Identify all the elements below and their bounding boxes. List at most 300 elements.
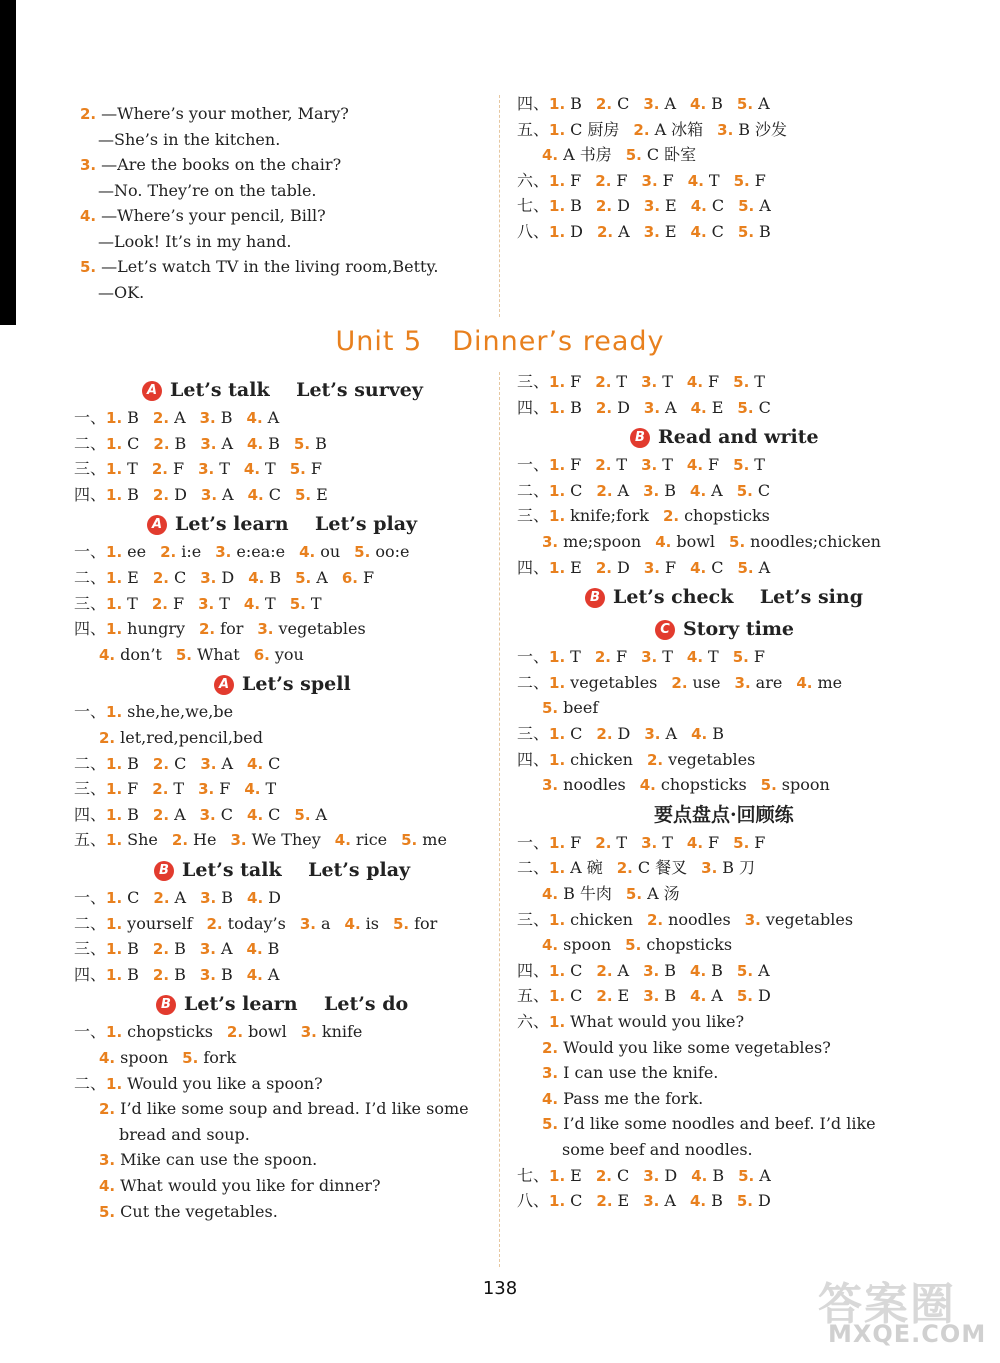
question-number: 2. [596, 481, 613, 500]
answer-text: A [665, 724, 678, 743]
answer-text: I can use the knife. [563, 1063, 719, 1083]
section-heading-text: Story time [683, 618, 795, 641]
answer-text: 三、 [517, 372, 550, 391]
answer-text: Mike can use the spoon. [120, 1150, 318, 1170]
answer-text: T [219, 593, 230, 613]
answer-text: T [265, 459, 276, 479]
question-number: 3. [542, 533, 559, 551]
answer-text: F [615, 647, 628, 667]
answer-text: A [315, 804, 328, 824]
answer-text: T [754, 455, 765, 475]
answer-text: knife [321, 1022, 363, 1042]
question-number: 4. [542, 936, 559, 955]
answer-text: E [664, 221, 677, 241]
answer-text: T [127, 459, 138, 479]
answer-text: 三、 [517, 909, 550, 929]
answer-text: B [570, 196, 582, 215]
answer-line [74, 1074, 323, 1094]
question-number: 1. [549, 171, 566, 190]
answer-text: spoon [563, 935, 612, 955]
question-number: 5. [542, 1115, 559, 1134]
answer-text: C [616, 1165, 630, 1185]
question-number: 2. [594, 648, 611, 667]
question-number: 3. [542, 776, 559, 795]
question-number: 3. [641, 171, 658, 190]
question-number: 3. [230, 831, 247, 850]
answer-text: beef [563, 698, 599, 718]
answer-text: C [617, 94, 630, 113]
question-number: 5. [737, 222, 755, 241]
answer-text: I’d like some soup and bread. I’d like some [120, 1099, 469, 1119]
answer-line [542, 698, 598, 718]
question-number: 3. [701, 859, 718, 878]
answer-text: D [617, 724, 631, 743]
answer-text: B [127, 753, 139, 773]
answer-text: use [692, 672, 721, 692]
answer-text: me;spoon [563, 532, 642, 551]
question-number: 5. [293, 434, 311, 453]
question-number: 1. [106, 460, 123, 479]
question-number: 4. [247, 434, 264, 453]
answer-text: C [127, 888, 140, 907]
answer-line [74, 619, 366, 639]
question-number: 4. [243, 460, 261, 479]
answer-text: C [268, 804, 281, 824]
question-number: 3. [641, 456, 658, 475]
question-number: 5. [736, 481, 753, 500]
question-number: 2. [199, 620, 216, 639]
answer-line [517, 910, 853, 930]
answer-text: T [616, 372, 628, 391]
question-number: 2. [152, 965, 170, 984]
question-number: 2. [151, 460, 168, 479]
answer-text: B [711, 1191, 723, 1211]
question-number: 2. [633, 120, 650, 139]
answer-text: B [563, 884, 575, 903]
answer-text: spoon [781, 775, 830, 795]
answer-text: T [616, 832, 628, 852]
answer-text: A [665, 397, 677, 417]
question-number: 1. [106, 434, 123, 453]
question-number: 2. [595, 1166, 612, 1185]
section-badge-icon: B [154, 861, 174, 881]
answer-text: Pass me the fork. [563, 1088, 704, 1108]
answer-text: What would you like? [570, 1012, 745, 1031]
answer-text: T [754, 372, 765, 391]
answer-line [99, 1176, 381, 1196]
answer-text: F [362, 568, 375, 587]
answer-text: A [221, 433, 234, 453]
answer-text: F [662, 170, 674, 190]
answer-text: C [570, 724, 583, 743]
main-column-divider [499, 372, 500, 1267]
answer-text: C [268, 484, 281, 504]
answer-text: oo:e [375, 542, 410, 562]
question-number: 4. [334, 831, 351, 850]
question-number: 5. [625, 146, 642, 164]
question-number: 1. [549, 507, 566, 526]
answer-text: 二、 [517, 672, 550, 692]
answer-text: I’d like some noodles and beef. I’d like [563, 1114, 876, 1134]
left-edge-bar [0, 0, 16, 325]
answer-text: F [172, 459, 185, 479]
answer-text: F [664, 557, 677, 577]
question-number: 3. [542, 1064, 559, 1083]
answer-text: 冰箱 [671, 119, 704, 139]
answer-text: T [616, 455, 628, 475]
dialogue-line [80, 155, 341, 175]
answer-text: 餐叉 [655, 858, 688, 878]
question-number: 2. [151, 594, 168, 613]
answer-line [517, 171, 766, 191]
answer-text: B [174, 433, 187, 453]
question-number: 5. [294, 485, 312, 504]
question-number: 1. [549, 558, 566, 577]
answer-line [74, 594, 322, 614]
section-heading [156, 992, 408, 1016]
answer-text: E [665, 196, 677, 215]
answer-text: 一、 [74, 702, 107, 722]
question-number: 1. [549, 750, 566, 769]
answer-text: 五、 [74, 830, 107, 850]
question-number: 5. [392, 914, 410, 933]
question-number: 4. [686, 373, 704, 391]
answer-text: 牛肉 [579, 884, 612, 903]
answer-text: E [617, 986, 630, 1006]
answer-text: B [664, 986, 677, 1006]
answer-line [517, 455, 765, 475]
answer-text: D [617, 196, 630, 215]
question-number: 3. [717, 120, 734, 139]
answer-text: Cut the vegetables. [120, 1201, 278, 1221]
answer-text: B [174, 939, 186, 959]
question-number: 2. [152, 409, 170, 427]
answer-text: B [127, 804, 139, 824]
question-number: 4. [689, 1192, 707, 1211]
question-number: 2. [206, 914, 223, 933]
question-number: 3. [641, 648, 658, 667]
answer-text: 沙发 [755, 119, 788, 139]
question-number: 2. [99, 729, 116, 747]
answer-text: We They [251, 830, 321, 850]
answer-line [74, 779, 276, 799]
question-number: 4. [690, 961, 707, 980]
answer-text: noodles;chicken [750, 532, 881, 551]
answer-text: T [662, 372, 673, 391]
answer-text: 三、 [74, 779, 107, 799]
question-number: 2. [152, 940, 170, 959]
answer-text: C [268, 753, 281, 773]
question-number: 5. [760, 776, 777, 795]
answer-line [517, 986, 771, 1006]
answer-text: some beef and noodles. [562, 1140, 753, 1159]
question-number: 3. [641, 373, 658, 391]
answer-text: 四、 [74, 484, 107, 504]
answer-text: A [711, 480, 723, 500]
question-number: 3. [200, 889, 217, 907]
answer-text: C [757, 480, 771, 500]
question-number: 5. [736, 961, 754, 980]
answer-line [517, 196, 771, 216]
answer-text: E [711, 397, 724, 417]
question-number: 3. [215, 543, 232, 562]
question-number: 2. [171, 831, 189, 850]
answer-text: 六、 [517, 170, 550, 190]
question-number: 3. [200, 434, 217, 453]
question-number: 1. [106, 620, 123, 639]
answer-text: F [754, 170, 766, 190]
answer-text: A [664, 94, 677, 113]
answer-text: hungry [127, 619, 185, 639]
answer-text: E [316, 484, 328, 504]
answer-text: F [570, 372, 582, 391]
question-number: 6. [341, 569, 358, 587]
answer-text: 一、 [517, 455, 550, 475]
question-number: 4. [99, 1177, 116, 1195]
question-number: 5. [182, 1049, 199, 1067]
answer-line [74, 914, 437, 934]
answer-text: vegetables [765, 909, 854, 929]
unit-title [0, 326, 1000, 357]
question-number: 4. [246, 409, 263, 427]
watermark-text: 答案圈 [818, 1279, 956, 1330]
question-number: 5. [736, 1192, 753, 1211]
question-number: 3. [198, 460, 215, 479]
section-heading-text: 要点盘点·回顾练 [654, 803, 794, 826]
answer-text: T [662, 647, 673, 667]
answer-text: 四、 [74, 964, 107, 984]
section-badge-icon: A [142, 381, 162, 401]
answer-text: you [274, 644, 304, 664]
section-heading [630, 425, 819, 449]
question-number: 1. [106, 569, 123, 587]
answer-text: chicken [570, 909, 633, 929]
section-badge-icon: A [147, 515, 167, 535]
question-number: 3. [80, 156, 97, 174]
section-heading [655, 617, 794, 641]
answer-text: knife;fork [570, 506, 649, 526]
answer-line [542, 1063, 718, 1083]
answer-text: 二、 [517, 480, 550, 500]
question-number: 5. [733, 171, 750, 190]
question-number: 4. [690, 222, 707, 241]
answer-text: B [712, 1165, 725, 1185]
answer-text: D [570, 221, 583, 241]
question-number: 2. [595, 197, 613, 215]
answer-line [99, 1202, 278, 1222]
question-number: 2. [596, 222, 614, 241]
question-number: 1. [549, 648, 566, 667]
answer-text: B [267, 939, 280, 959]
question-number: 1. [549, 222, 566, 241]
answer-text: noodles [563, 775, 626, 795]
answer-line [74, 830, 447, 850]
question-number: 4. [248, 569, 265, 587]
question-number: 5. [354, 543, 371, 562]
answer-text: B [127, 408, 139, 427]
dialogue-line [98, 232, 292, 252]
section-heading [654, 803, 794, 827]
question-number: 2. [152, 569, 169, 587]
section-badge-icon: C [655, 620, 675, 640]
question-number: 1. [549, 481, 566, 500]
dialogue-line [80, 104, 349, 124]
answer-text: F [570, 455, 582, 475]
answer-text: A [664, 1191, 676, 1211]
question-number: 4. [299, 543, 316, 562]
question-number: 4. [243, 594, 261, 613]
answer-text: B [711, 960, 723, 980]
question-number: 4. [690, 481, 707, 500]
answer-text: T [662, 832, 673, 852]
answer-text: 二、 [74, 753, 107, 773]
answer-text: 二、 [74, 913, 107, 933]
answer-line [542, 884, 680, 904]
question-number: 1. [549, 398, 566, 417]
question-number: 2. [595, 398, 613, 417]
answer-text: —Let’s watch TV in the living room,Betty. [101, 257, 439, 276]
answer-line [517, 750, 755, 770]
question-number: 3. [199, 965, 216, 984]
question-number: 1. [106, 780, 123, 799]
answer-text: she,he,we,be [127, 702, 234, 722]
answer-text: C [127, 433, 140, 453]
question-number: 2. [596, 987, 613, 1006]
dialogue-line [98, 283, 144, 303]
question-number: 4. [80, 207, 97, 225]
answer-text: 七、 [517, 196, 550, 215]
answer-text: F [172, 593, 185, 613]
question-number: 2. [595, 171, 612, 190]
question-number: 4. [247, 485, 264, 504]
answer-text: F [708, 372, 720, 391]
answer-text: 四、 [74, 804, 107, 824]
question-number: 3. [643, 1166, 660, 1185]
answer-text: spoon [120, 1048, 169, 1067]
section-badge-icon: B [156, 995, 176, 1015]
answer-text: A [758, 557, 771, 577]
question-number: 2. [153, 434, 170, 453]
section-heading-text: Let’s check Let’s sing [613, 586, 863, 609]
question-number: 3. [200, 485, 218, 504]
answer-text: ee [127, 542, 147, 562]
answer-text: 四、 [517, 749, 550, 769]
answer-text: C [646, 145, 660, 164]
answer-text: vegetables [668, 749, 756, 769]
answer-text: Would you like a spoon? [127, 1073, 323, 1093]
question-number: 5. [737, 398, 754, 417]
question-number: 3. [198, 780, 215, 799]
watermark-url: MXQE.COM [828, 1320, 987, 1348]
question-number: 5. [732, 648, 749, 667]
answer-line [517, 858, 755, 878]
answer-text: —Look! It’s in my hand. [98, 231, 292, 251]
answer-text: T [310, 593, 322, 613]
answer-text: A [563, 145, 575, 164]
question-number: 2. [595, 558, 612, 577]
answer-text: A [759, 1165, 771, 1185]
question-number: 5. [736, 987, 753, 1006]
answer-text: —Where’s your mother, Mary? [101, 104, 349, 123]
answer-text: A [617, 480, 630, 500]
answer-text: A [267, 964, 280, 984]
question-number: 6. [253, 645, 270, 664]
answer-line [74, 754, 280, 774]
answer-text: B [127, 939, 139, 959]
question-number: 1. [106, 1074, 123, 1093]
question-number: 4. [686, 833, 704, 852]
section-heading-text: Let’s spell [242, 673, 351, 696]
answer-text: B [315, 433, 327, 453]
page-number: 138 [482, 1278, 518, 1299]
question-number: 2. [595, 373, 612, 391]
answer-text: C [758, 397, 771, 417]
question-number: 2. [152, 780, 169, 799]
answer-text: F [616, 170, 628, 190]
answer-text: 三、 [74, 459, 107, 479]
question-number: 1. [549, 833, 566, 852]
answer-text: A [220, 939, 233, 959]
answer-text: yourself [127, 913, 193, 933]
question-number: 3. [643, 1192, 660, 1211]
answer-text: 三、 [74, 939, 107, 959]
answer-text: —No. They’re on the table. [98, 180, 317, 200]
section-badge-icon: A [214, 675, 234, 695]
answer-text: rice [355, 830, 388, 850]
question-number: 3. [643, 197, 661, 215]
answer-text: chicken [570, 749, 633, 769]
answer-text: 七、 [517, 1165, 550, 1185]
answer-text: 六、 [517, 1012, 550, 1031]
answer-line [542, 935, 732, 955]
question-number: 2. [80, 105, 97, 123]
answer-text: A [711, 986, 723, 1006]
section-badge-icon: B [585, 588, 605, 608]
question-number: 1. [549, 197, 566, 215]
question-number: 1. [549, 725, 566, 743]
answer-line [74, 408, 279, 428]
answer-text: F [310, 459, 322, 479]
question-number: 3. [199, 409, 216, 427]
answer-text: 碗 [586, 858, 603, 878]
answer-text: —Are the books on the chair? [101, 155, 342, 174]
answer-text: F [754, 832, 766, 852]
answer-text: B [220, 408, 233, 427]
question-number: 1. [106, 965, 123, 984]
question-number: 3. [198, 594, 215, 613]
question-number: 4. [639, 776, 656, 795]
question-number: 5. [738, 197, 755, 215]
section-heading-text: Let’s talk Let’s play [182, 859, 411, 881]
answer-text: T [265, 779, 277, 799]
answer-text: don’t [120, 644, 162, 664]
answer-text: D [616, 557, 630, 577]
answer-line [74, 434, 327, 454]
answer-line [74, 805, 327, 825]
question-number: 2. [616, 859, 633, 878]
question-number: 1. [106, 914, 123, 933]
answer-text: 一、 [74, 888, 107, 907]
answer-text: B [570, 397, 582, 417]
answer-text: A [174, 408, 186, 427]
question-number: 5. [733, 833, 750, 852]
answer-text: me [817, 672, 843, 692]
answer-text: —She’s in the kitchen. [98, 129, 281, 149]
answer-line [517, 961, 770, 981]
question-number: 4. [344, 914, 361, 933]
question-number: 2. [152, 485, 170, 504]
question-number: 5. [295, 569, 312, 587]
